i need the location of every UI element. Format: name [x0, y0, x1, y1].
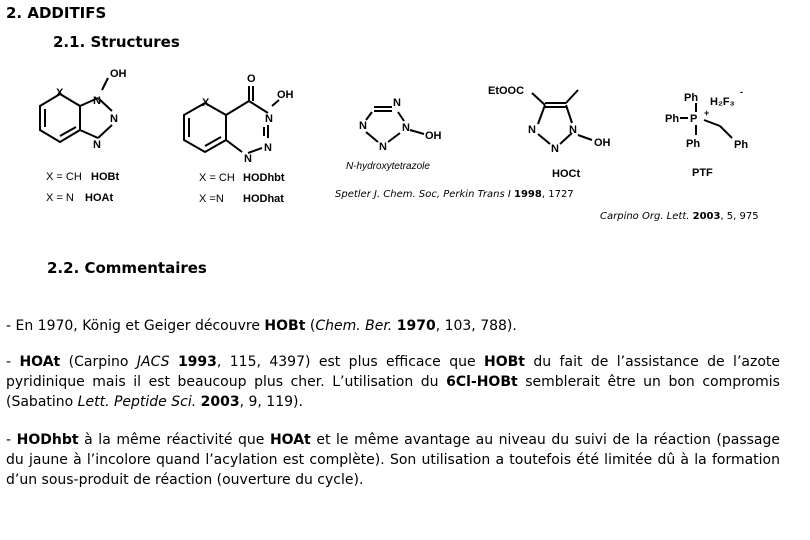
ptf-p: P [690, 113, 698, 125]
p1-d: Chem. Ber. [315, 318, 393, 334]
ref-spetler-pages: , 1727 [541, 189, 574, 200]
hoct-structure [488, 85, 611, 180]
hobt-structure [40, 68, 127, 204]
subsection-structures-title: 2.1. Structures [53, 33, 180, 51]
ptf-h2f3: H₂F₃ [710, 96, 735, 108]
hobt-line2: X = N [46, 192, 74, 204]
structures-figure [0, 58, 810, 258]
ptf-structure [665, 87, 748, 179]
ref-spetler [335, 189, 574, 200]
p1-f: 1970 [396, 318, 436, 334]
p2-j: 6Cl-HOBt [446, 374, 518, 390]
p2-c: (Carpino [60, 354, 137, 370]
hodhbt-n2: N [264, 142, 272, 154]
paragraph-1 [6, 316, 780, 336]
hodhbt-oh: OH [277, 89, 294, 101]
hoct-n1: N [569, 124, 577, 136]
ptf-name: PTF [692, 167, 713, 179]
ref-spetler-authors: Spetler [335, 189, 374, 200]
hodhbt-x-label: X [202, 97, 210, 109]
ptf-plus: + [704, 108, 710, 118]
hobt-oh: OH [110, 68, 127, 80]
ptf-minus: - [740, 87, 743, 97]
hobt-n2: N [110, 113, 118, 125]
p1-a: - En 1970, König et Geiger découvre [6, 318, 265, 334]
p2-a: - [6, 354, 20, 370]
hobt-line1: X = CH [46, 171, 82, 183]
tetrazole-oh: OH [425, 130, 442, 142]
p3-b: HODhbt [16, 432, 79, 448]
p1-c: ( [305, 318, 316, 334]
ref-carpino [600, 211, 759, 222]
hobt-name1: HOBt [91, 171, 120, 183]
hodhbt-line1: X = CH [199, 172, 235, 184]
p2-g: , 115, 4397) est plus efficace que [216, 354, 484, 370]
p2-k: semblerait être un bon compromis (Sabatino [6, 374, 780, 410]
p2-l: Lett. Peptide Sci. [77, 394, 197, 410]
hoct-oh: OH [594, 137, 611, 149]
p3-d: HOAt [269, 432, 311, 448]
hoct-n3: N [528, 124, 536, 136]
p2-e [170, 354, 178, 370]
hoct-ester: EtOOC [488, 85, 525, 97]
hobt-n1: N [93, 95, 101, 107]
p2-h: HOBt [483, 354, 525, 370]
subsection-comments-title: 2.2. Commentaires [47, 259, 207, 277]
p3-e: et le même avantage au niveau du suivi de la réaction (passage du jaune à l’incolore quand l’acylation est complète). Son utilisation a toutefois été limitée dû à la formation d’un sous-produit de réaction (ouverture du cycle). [6, 432, 780, 488]
p3-a: - [6, 432, 17, 448]
ref-spetler-year: 1998 [514, 189, 542, 200]
hoct-n2: N [551, 143, 559, 155]
ref-carpino-year: 2003 [692, 211, 721, 222]
ref-carpino-pages: , 5, 975 [720, 211, 759, 222]
ptf-ph-right: Ph [734, 139, 749, 151]
p3-c: à la même réactivité que [78, 432, 270, 448]
tetrazole-n3: N [379, 141, 387, 153]
tetrazole-structure [346, 97, 442, 172]
hodhbt-n1: N [265, 113, 273, 125]
ptf-ph-top: Ph [684, 92, 699, 104]
paragraph-2 [6, 352, 780, 412]
tetrazole-name: N-hydroxytetrazole [346, 161, 430, 172]
tetrazole-n2: N [402, 122, 410, 134]
p2-i: du fait de l’assistance de l’azote pyridinique mais il est beaucoup plus cher. L’utilisation du [6, 354, 780, 390]
hobt-n3: N [93, 139, 101, 151]
hodhbt-line2: X =N [199, 193, 224, 205]
tetrazole-n4: N [359, 120, 367, 132]
p2-b: HOAt [19, 354, 61, 370]
tetrazole-n1: N [393, 97, 401, 109]
hodhbt-structure [184, 73, 294, 205]
hodhbt-name2: HODhat [243, 193, 284, 205]
ptf-ph-bottom: Ph [686, 138, 701, 150]
hodhbt-o: O [247, 73, 256, 85]
p2-d: JACS [136, 354, 170, 370]
ref-carpino-authors: Carpino [600, 211, 642, 222]
hoct-name: HOCt [552, 168, 581, 180]
hobt-name2: HOAt [85, 192, 114, 204]
p1-g: , 103, 788). [435, 318, 517, 334]
p2-n: 2003 [200, 394, 240, 410]
ref-carpino-journal: Org. Lett. [641, 211, 693, 222]
paragraph-3 [6, 430, 780, 490]
p1-b: HOBt [264, 318, 306, 334]
section-title: 2. ADDITIFS [6, 4, 107, 22]
p2-o: , 9, 119). [239, 394, 303, 410]
p2-f: 1993 [177, 354, 217, 370]
hobt-x-label: X [56, 87, 64, 99]
ptf-ph-left: Ph [665, 113, 680, 125]
hodhbt-name1: HODhbt [243, 172, 285, 184]
ref-spetler-journal: J. Chem. Soc, Perkin Trans I [374, 189, 515, 200]
hodhbt-n3: N [244, 153, 252, 165]
